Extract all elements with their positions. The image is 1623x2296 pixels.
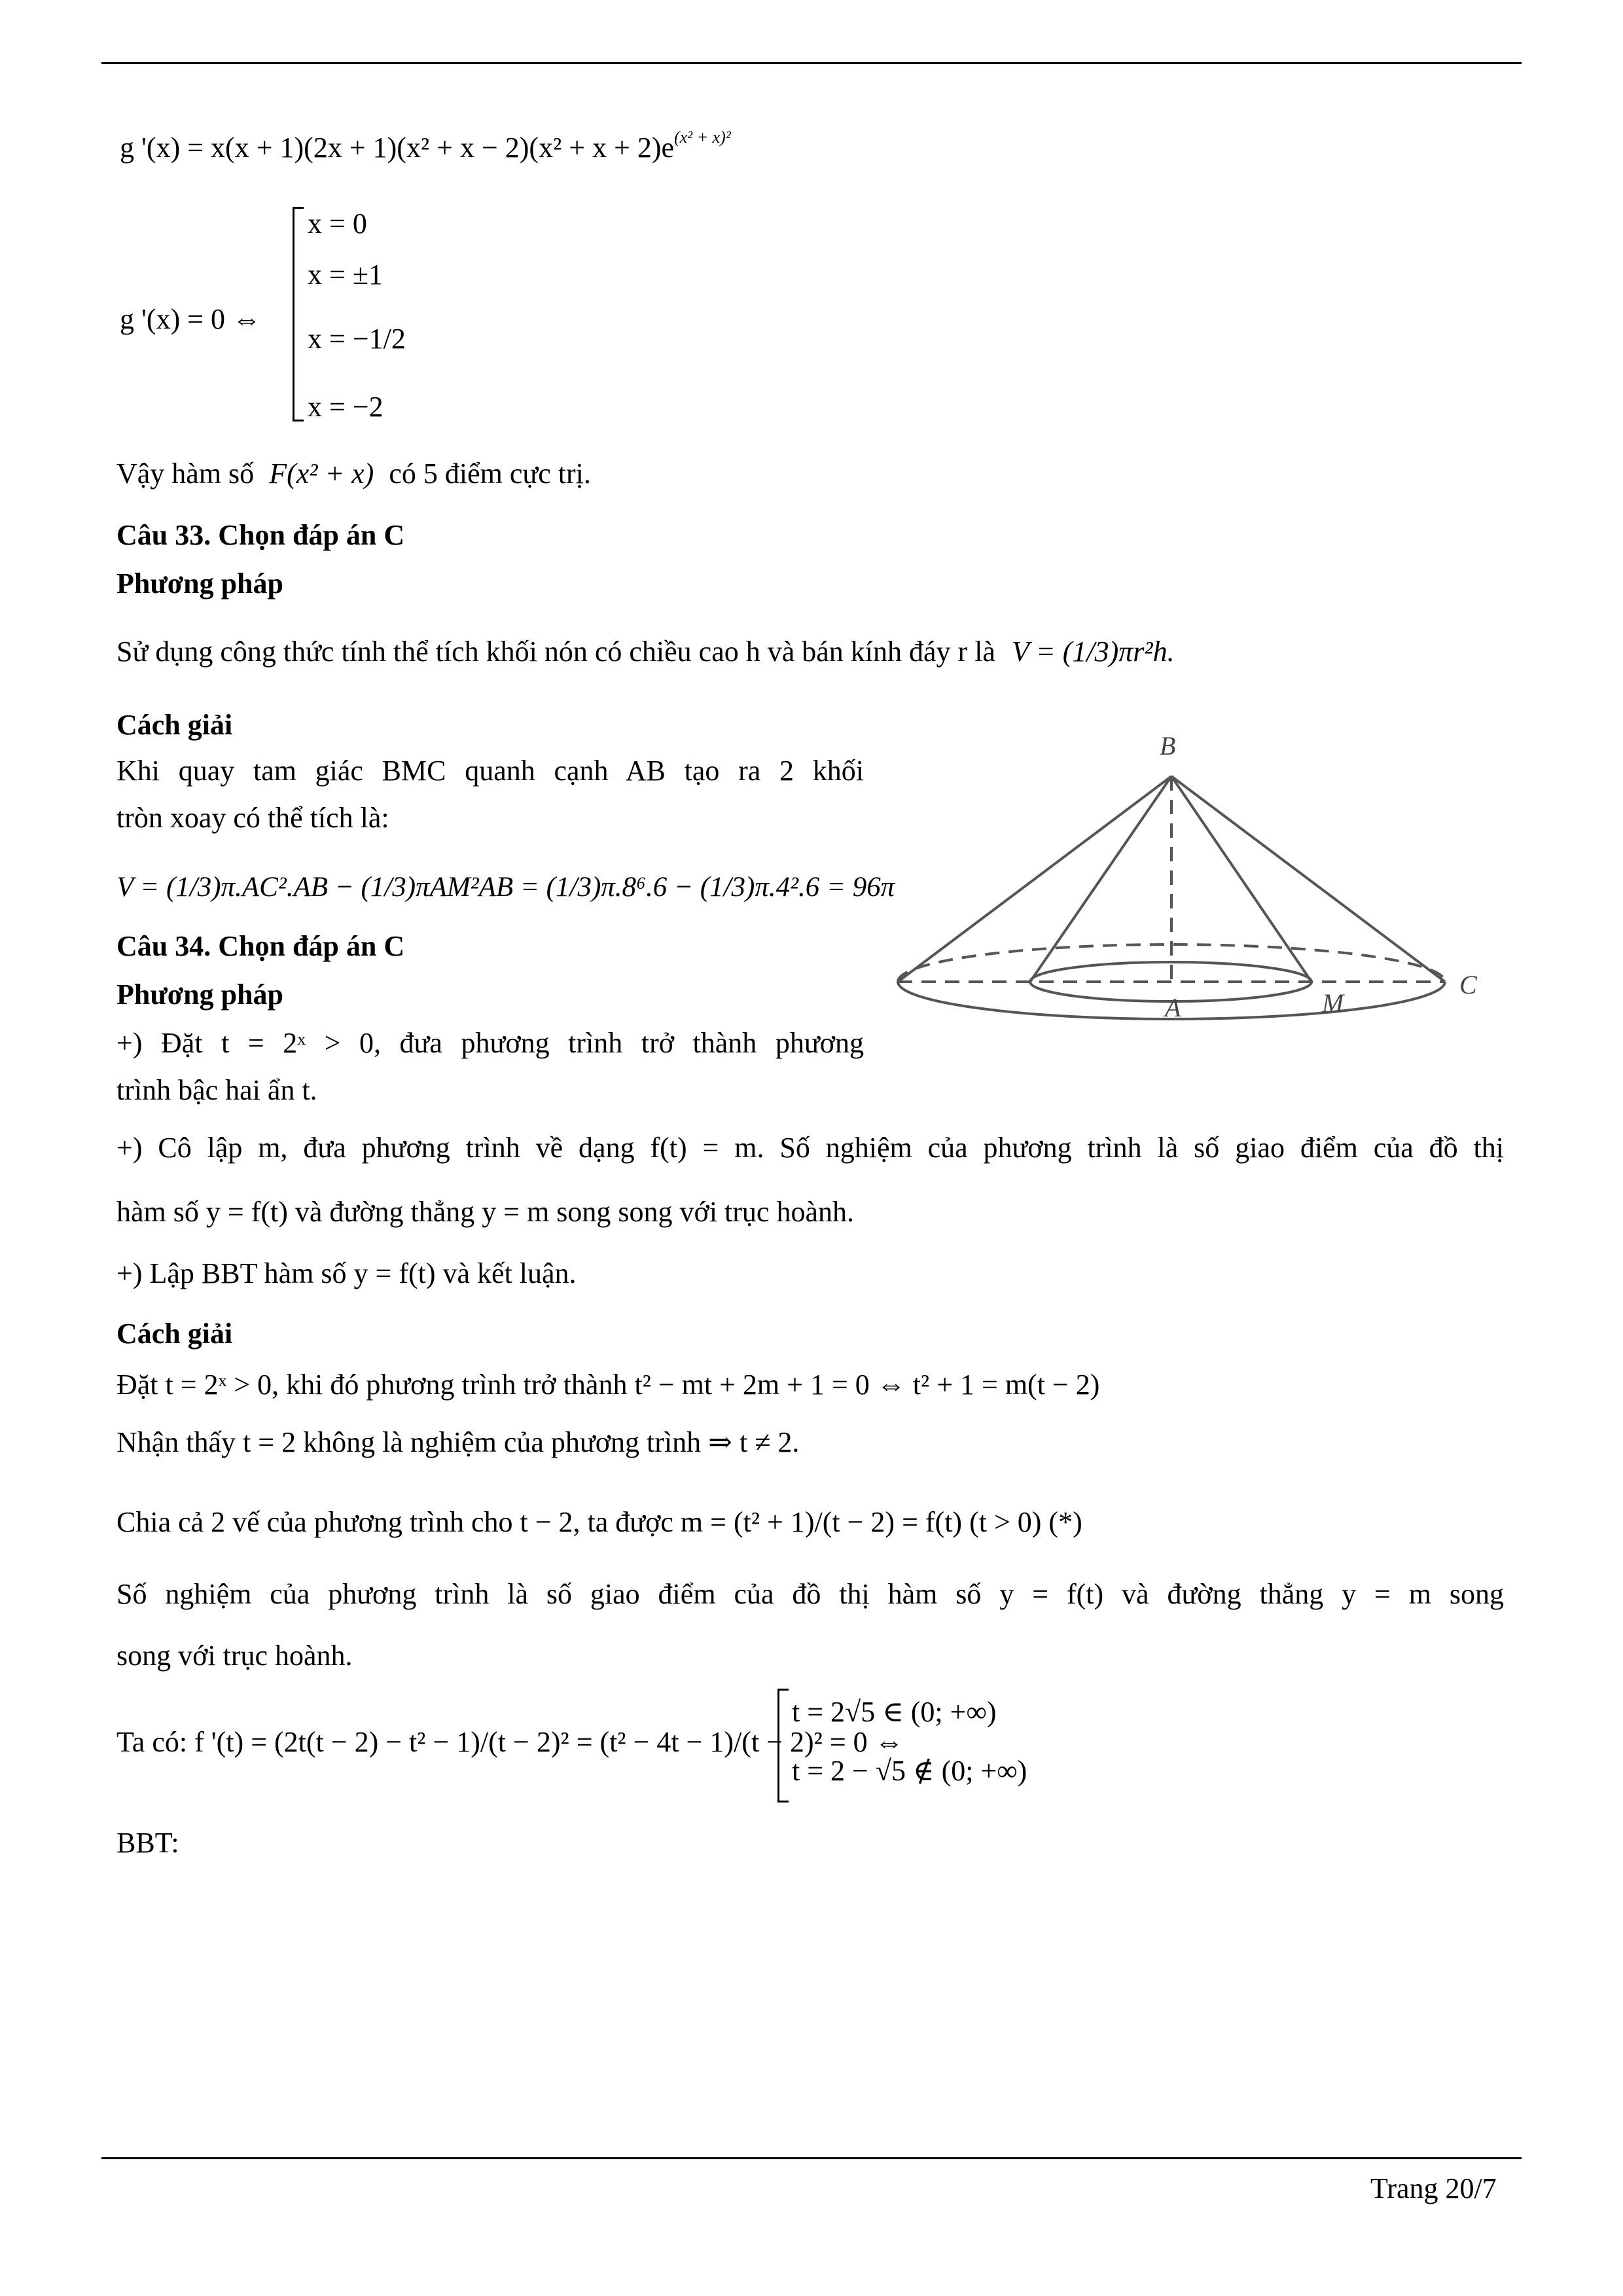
q33-solution-line2: tròn xoay có thể tích là: <box>116 802 389 834</box>
conclusion-line <box>116 457 591 492</box>
label-a: A <box>1165 993 1181 1022</box>
q34-sol1: Đặt t = 2ˣ > 0, khi đó phương trình trở thành t² − mt + 2m + 1 = 0 ⇔ t² + 1 = m(t − 2) <box>116 1369 1100 1401</box>
footer-rule <box>101 2157 1522 2159</box>
q34-step3: +) Lập BBT hàm số y = f(t) và kết luận. <box>116 1257 577 1289</box>
q34-step1-line1 <box>116 1026 864 1061</box>
label-c: C <box>1459 970 1477 999</box>
bbt-label: BBT: <box>116 1827 179 1859</box>
q34-step2-line2: hàm số y = f(t) và đường thẳng y = m song song với trục hoành. <box>116 1196 854 1228</box>
inner-slant-m <box>1171 776 1311 982</box>
conclusion-suffix: có 5 điểm cực trị. <box>389 457 591 490</box>
q33-solution-line1-text: Khi quay tam giác BMC quanh cạnh AB tạo ra 2 khối <box>116 755 864 787</box>
page-number: Trang 20/7 <box>1370 2172 1497 2204</box>
q34-step1-line1-text: +) Đặt t = 2ˣ > 0, đưa phương trình trở thành phương <box>116 1027 864 1059</box>
conclusion-prefix: Vậy hàm số <box>116 457 255 490</box>
conclusion-func: F(x² + x) <box>269 457 374 490</box>
gprime-zero-label: g '(x) = 0 ⇔ <box>120 303 262 335</box>
case-2: x = ±1 <box>308 259 383 291</box>
q34-step2-line1 <box>116 1131 1504 1166</box>
gprime-expression-text: g '(x) = x(x + 1)(2x + 1)(x² + x − 2)(x² + x + 2)e <box>120 132 675 164</box>
q34-title: Câu 34. Chọn đáp án C <box>116 930 405 962</box>
cone-lines <box>898 776 1445 1019</box>
q33-method-formula: V = (1/3)πr²h. <box>1011 636 1175 668</box>
case-1: x = 0 <box>308 207 367 240</box>
label-b: B <box>1160 731 1176 761</box>
q33-solution-heading: Cách giải <box>116 709 233 741</box>
slant-line-left <box>898 776 1171 982</box>
header-rule <box>101 62 1522 64</box>
q34-solution-heading: Cách giải <box>116 1318 233 1350</box>
roots-bracket <box>777 1689 789 1803</box>
case-4: x = −2 <box>308 391 383 423</box>
cases-bracket <box>293 207 304 422</box>
q34-step2-line1-text: +) Cô lập m, đưa phương trình về dạng f(t) = m. Số nghiệm của phương trình là số giao điểm của đồ thị <box>116 1132 1504 1164</box>
q33-method-text: Sử dụng công thức tính thể tích khối nón có chiều cao h và bán kính đáy r là <box>116 636 995 668</box>
root-2: t = 2 − √5 ∉ (0; +∞) <box>792 1755 1027 1787</box>
q33-method-heading: Phương pháp <box>116 567 283 600</box>
q34-sol4-line1 <box>116 1577 1504 1612</box>
q33-volume-formula: V = (1/3)π.AC².AB − (1/3)πAM²AB = (1/3)π.8⁶.6 − (1/3)π.4².6 = 96π <box>116 872 895 903</box>
q34-derivative: Ta có: f '(t) = (2t(t − 2) − t² − 1)/(t − 2)² = (t² − 4t − 1)/(t − 2)² = 0 ⇔ <box>116 1726 904 1758</box>
q34-sol2: Nhận thấy t = 2 không là nghiệm của phương trình ⇒ t ≠ 2. <box>116 1426 800 1458</box>
exp-power: (x² + x)² <box>674 128 731 147</box>
inner-slant-left <box>1030 776 1171 982</box>
gprime-expression <box>120 128 731 166</box>
q34-sol4-line1-text: Số nghiệm của phương trình là số giao điểm của đồ thị hàm số y = f(t) và đường thẳng y = m song <box>116 1578 1504 1610</box>
q34-sol4-line2: song với trục hoành. <box>116 1640 353 1672</box>
q33-method-line <box>116 635 1175 670</box>
case-3: x = −1/2 <box>308 323 406 355</box>
q33-title: Câu 33. Chọn đáp án C <box>116 519 405 551</box>
q34-sol3: Chia cả 2 vế của phương trình cho t − 2, ta được m = (t² + 1)/(t − 2) = f(t) (t > 0) (*) <box>116 1506 1082 1538</box>
q33-solution-line1 <box>116 754 864 789</box>
label-m: M <box>1322 988 1344 1018</box>
root-1: t = 2√5 ∈ (0; +∞) <box>792 1696 997 1728</box>
q34-step1-line2: trình bậc hai ẩn t. <box>116 1074 317 1106</box>
slant-line-right <box>1171 776 1445 982</box>
cone-figure <box>890 725 1518 1033</box>
q34-method-heading: Phương pháp <box>116 978 283 1011</box>
